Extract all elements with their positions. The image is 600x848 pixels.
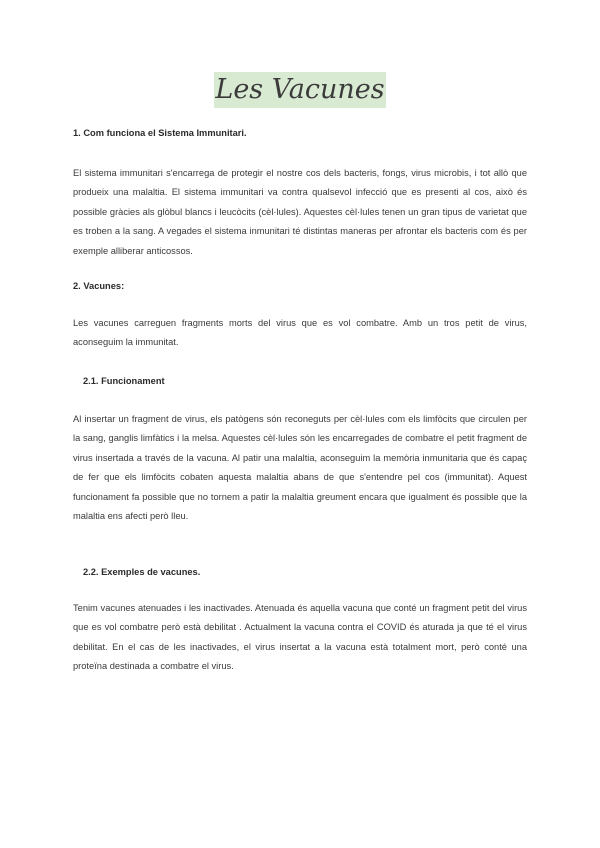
section-heading-2-2: 2.2. Exemples de vacunes.	[83, 567, 201, 577]
section-heading-1: 1. Com funciona el Sistema Immunitari.	[73, 128, 247, 138]
document-title: Les Vacunes	[214, 72, 385, 108]
section-body-1: El sistema immunitari s'encarrega de protegir el nostre cos dels bacteris, fongs, virus microbis, i tot allò que produeix una malaltia. El sistema immunitari va contra qualsevol infecció que es presenti al cos, això és possible gràcies als glòbul blancs i leucòcits (cèl·lules). Aquestes cèl·lules tenen un gran tipus de varietat que es troben a la sang. A vegades el sistema inmunitari té distintas maneras per afrontar els bacteris com és per exemple alliberar anticossos.	[73, 168, 527, 256]
section-heading-2: 2. Vacunes:	[73, 281, 125, 291]
section-body-2: Les vacunes carreguen fragments morts del virus que es vol combatre. Amb un tros petit de virus, aconseguim la immunitat.	[73, 318, 527, 348]
section-heading-2-1: 2.1. Funcionament	[83, 376, 165, 386]
title-container	[0, 72, 600, 108]
section-body-2-1: Al insertar un fragment de virus, els patògens són reconeguts per cèl·lules com els limfòcits que circulen per la sang, ganglis limfàtics i la melsa. Aquestes cèl·lules són les encarregades de combatre el petit fragment de virus insertada a través de la vacuna. Al patir una malaltia, aconseguim la memòria inmunitaria que és capaç de fer que els limfòcits cobaten aquesta malaltia abans de que s'entendre pel cos (immunitat). Aquest funcionament fa possible que no tornem a patir la malaltia greument encara que igualment és possible que la malaltia ens afecti però lleu.	[73, 414, 527, 522]
section-body-2-2: Tenim vacunes atenuades i les inactivades. Atenuada és aquella vacuna que conté un fragment petit del virus que es vol combatre però està debilitat . Actualment la vacuna contra el COVID és aturada ja que té el virus debilitat. En el cas de les inactivades, el virus insertat a la vacuna està totalment mort, però conté una proteïna destinada a combatre el virus.	[73, 603, 527, 672]
